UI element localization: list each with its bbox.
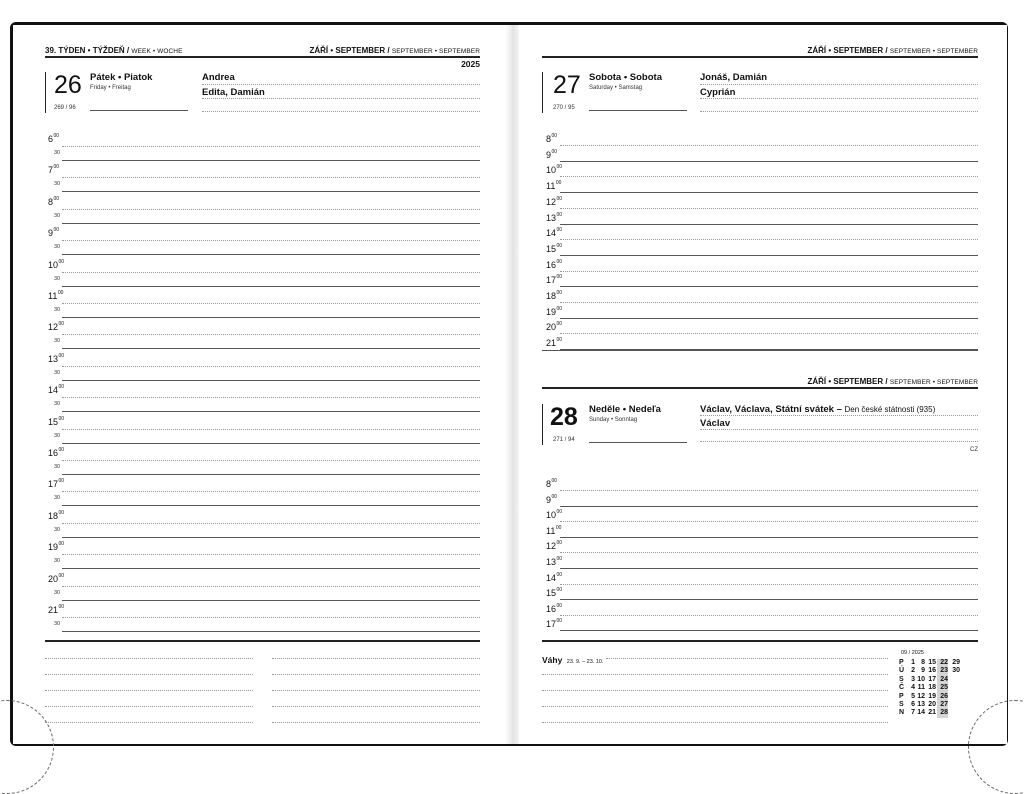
hour-suffix: 00: [58, 352, 65, 359]
calendar-day: [949, 709, 960, 717]
hour-line: [560, 224, 978, 225]
hour-dotted-line: [62, 366, 480, 367]
day2-line-2: [700, 429, 978, 430]
hour-line: [560, 630, 978, 631]
hour-label: $17^{00}$: [546, 274, 563, 286]
hour-solid-line: [62, 348, 480, 349]
note-line: [542, 674, 888, 675]
calendar-weekday: N: [899, 709, 905, 717]
hour-solid-line: [62, 600, 480, 601]
note-line: [542, 706, 888, 707]
hour-suffix: 00: [556, 195, 563, 202]
calendar-day: 11: [917, 684, 925, 692]
hour-label: $19^{00}$: [546, 305, 563, 317]
calendar-day: 1: [911, 659, 915, 666]
hour-solid-line: [62, 254, 480, 255]
hour-dotted-line: [62, 397, 480, 398]
hour-line: [560, 286, 978, 287]
hour-suffix: 00: [58, 384, 65, 391]
hour-suffix: 00: [556, 540, 563, 547]
hour-dotted-line: [62, 554, 480, 555]
mini-calendar-title: 09 / 2025: [901, 650, 924, 656]
calendar-day: 8: [921, 659, 925, 666]
hour-line: [560, 239, 978, 240]
hour-dotted-line: [62, 523, 480, 524]
hour-line: [560, 145, 978, 146]
note-line: [45, 674, 253, 675]
calendar-day: 12: [917, 692, 925, 700]
left-month-header-main: ZÁŘÍ • SEPTEMBER /: [309, 46, 390, 55]
day2-number: 28: [550, 403, 578, 431]
calendar-day: 14: [917, 709, 925, 717]
hour-suffix: 00: [58, 572, 65, 579]
hour-label: $11^{00}$: [546, 180, 562, 192]
hour-label: $14^{00}$: [48, 384, 65, 396]
hour-line: [560, 192, 978, 193]
hour-suffix: 00: [551, 478, 558, 484]
right-header-rule: [542, 56, 978, 58]
hour-label: $13^{00}$: [546, 556, 563, 567]
hour-label: $15^{00}$: [48, 415, 65, 427]
hour-suffix: 00: [58, 604, 65, 610]
half-hour-label: 30: [54, 212, 61, 219]
hour-label: $16^{00}$: [546, 258, 563, 270]
right-month-header-2-sub: SEPTEMBER • SEPTEMBER: [889, 379, 978, 386]
half-hour-label: 30: [54, 369, 61, 376]
calendar-day: 22: [937, 659, 948, 667]
calendar-day: 2: [911, 667, 915, 675]
half-hour-label: 30: [54, 307, 61, 313]
calendar-day: 23: [937, 667, 948, 675]
calendar-day: 27: [937, 701, 948, 709]
note-line: [542, 722, 888, 723]
note-line: [45, 658, 253, 659]
calendar-day: [949, 701, 960, 709]
note-line: [272, 706, 480, 707]
day1-name: Sobota • Sobota: [589, 72, 662, 83]
calendar-day: 5: [911, 692, 915, 700]
note-line: [272, 690, 480, 691]
day2-name-sub: Sunday • Sonntag: [589, 417, 638, 423]
calendar-day: 9: [921, 667, 925, 675]
hour-suffix: 00: [556, 290, 563, 296]
half-hour-label: 30: [54, 526, 61, 533]
hour-label: $15^{00}$: [546, 587, 563, 599]
half-hour-label: 30: [54, 150, 61, 156]
hour-label: $20^{00}$: [48, 572, 65, 584]
page-gutter: [505, 25, 519, 744]
calendar-day: 17: [928, 675, 936, 683]
hour-line: [560, 615, 978, 616]
hour-suffix: 00: [556, 556, 563, 562]
hour-line: [560, 521, 978, 522]
left-page: [13, 25, 510, 744]
hour-dotted-line: [62, 272, 480, 273]
day-underline: [90, 110, 188, 111]
hour-suffix: 00: [58, 447, 65, 453]
hour-suffix: 00: [556, 587, 563, 594]
hour-suffix: 00: [556, 337, 563, 344]
mini-calendar: [899, 659, 969, 721]
hour-solid-line: [62, 223, 480, 224]
day2-line-3: [700, 441, 978, 442]
hour-solid-line: [62, 380, 480, 381]
hour-dotted-line: [62, 617, 480, 618]
calendar-weekday: Ú: [899, 667, 905, 675]
hour-suffix: 00: [58, 478, 65, 485]
zodiac-name: Váhy: [542, 655, 563, 665]
day1-number: 27: [553, 71, 581, 99]
calendar-weekday: Č: [899, 684, 905, 692]
note-line: [272, 658, 480, 659]
half-hour-label: 30: [54, 589, 61, 596]
hour-label: $12^{00}$: [546, 540, 563, 552]
hour-label: $8^{00}$: [546, 478, 558, 489]
hour-label: $8^{00}$: [48, 195, 60, 207]
hour-suffix: 00: [551, 148, 558, 155]
hour-label: $10^{00}$: [546, 164, 563, 176]
calendar-day: 18: [928, 684, 936, 692]
hour-line: [560, 506, 978, 507]
hour-label: $8^{00}$: [546, 133, 558, 144]
hour-suffix: 00: [556, 164, 563, 171]
hour-label: $14^{00}$: [546, 227, 563, 239]
day2-count: 271 / 94: [553, 437, 575, 443]
day1-line-3: [700, 111, 978, 112]
hour-solid-line: [62, 568, 480, 569]
nameday-line-1: [202, 84, 480, 85]
year-label: 2025: [461, 59, 480, 69]
note-line: [45, 706, 253, 707]
half-hour-label: 30: [54, 181, 61, 188]
right-header-2-rule: [542, 387, 978, 389]
hour-suffix: 00: [58, 415, 65, 422]
hour-dotted-line: [62, 586, 480, 587]
hour-suffix: 00: [556, 227, 563, 234]
hour-suffix: 00: [555, 524, 562, 531]
calendar-weekday: S: [899, 701, 904, 708]
hour-solid-line: [62, 631, 480, 632]
calendar-day: [949, 693, 960, 701]
hour-line: [560, 333, 978, 334]
calendar-day: 26: [937, 693, 948, 701]
calendar-day: 4: [911, 684, 915, 692]
hour-label: $16^{00}$: [48, 447, 65, 458]
zodiac-line: [606, 658, 888, 659]
day2-underline: [589, 442, 687, 443]
hour-label: $21^{00}$: [48, 604, 65, 615]
half-hour-label: 30: [54, 558, 61, 565]
hour-label: $9^{00}$: [546, 148, 558, 160]
hour-label: $10^{00}$: [48, 258, 65, 270]
day2-holiday: [700, 404, 935, 415]
hour-suffix: 00: [556, 211, 563, 218]
hour-label: $17^{00}$: [48, 478, 65, 490]
hour-suffix: 00: [53, 227, 60, 234]
week-header: [45, 46, 183, 55]
hour-label: $21^{00}$: [546, 337, 563, 349]
nameday-line-2: [202, 98, 480, 99]
note-line: [45, 722, 253, 723]
right-month-header-2: [807, 377, 978, 386]
day1-line-2: [700, 98, 978, 99]
hour-suffix: 00: [556, 305, 563, 312]
hour-dotted-line: [62, 303, 480, 304]
day1-name-sub: Saturday • Samstag: [589, 85, 643, 91]
zodiac-label: [542, 650, 603, 668]
hour-dotted-line: [62, 146, 480, 147]
nameday-2: Edita, Damián: [202, 87, 265, 98]
hour-suffix: 00: [53, 164, 60, 171]
hour-suffix: 00: [53, 133, 60, 139]
hour-solid-line: [62, 317, 480, 318]
half-hour-label: 30: [54, 621, 61, 627]
hour-line: [560, 208, 978, 209]
calendar-day: 10: [917, 675, 925, 683]
calendar-day: [949, 684, 960, 692]
half-hour-label: 30: [54, 432, 61, 439]
hour-label: $12^{00}$: [546, 195, 563, 207]
calendar-day: 28: [937, 709, 948, 717]
right-month-header: [807, 46, 978, 55]
day-number: 26: [54, 71, 82, 99]
hour-line: [560, 302, 978, 303]
hour-suffix: 00: [58, 541, 65, 548]
hour-solid-line: [62, 411, 480, 412]
hour-solid-line: [62, 474, 480, 475]
hour-suffix: 00: [57, 290, 64, 296]
day2-nameday: Václav: [700, 418, 731, 429]
nameday-1: Andrea: [202, 72, 235, 83]
calendar-weekday: S: [899, 675, 904, 683]
calendar-day: 6: [911, 701, 915, 708]
day1-marker-bar: [542, 72, 543, 113]
hour-suffix: 00: [58, 258, 65, 265]
calendar-day: 29: [952, 659, 960, 666]
hour-suffix: 00: [551, 133, 558, 139]
hour-label: $12^{00}$: [48, 321, 65, 333]
note-line: [45, 690, 253, 691]
calendar-day: 21: [928, 709, 936, 717]
hour-label: $18^{00}$: [546, 290, 563, 301]
note-line: [272, 674, 480, 675]
hour-label: $19^{00}$: [48, 541, 65, 553]
day1-nameday-2: Cyprián: [700, 87, 736, 98]
left-bottom-rule: [45, 640, 480, 642]
left-month-header-sub: SEPTEMBER • SEPTEMBER: [391, 48, 480, 55]
hour-label: $13^{00}$: [48, 352, 65, 364]
week-header-main: 39. TÝDEN • TÝŽDEŇ /: [45, 46, 130, 55]
hour-label: $11^{00}$: [546, 524, 562, 536]
hour-label: $16^{00}$: [546, 602, 563, 614]
calendar-day: 15: [928, 659, 936, 666]
calendar-day: 25: [937, 684, 948, 692]
hour-label: $10^{00}$: [546, 509, 563, 521]
day2-holiday-desc: Den české státnosti (935): [844, 405, 936, 414]
hour-label: $18^{00}$: [48, 509, 65, 521]
half-hour-label: 30: [54, 244, 61, 251]
day-name-sub: Friday • Freitag: [90, 85, 131, 91]
hour-suffix: 00: [53, 195, 60, 202]
right-month-header-main: ZÁŘÍ • SEPTEMBER /: [807, 46, 888, 55]
hour-dotted-line: [62, 334, 480, 335]
hour-label: $14^{00}$: [546, 571, 563, 583]
hour-label: $17^{00}$: [546, 618, 563, 630]
hour-line: [560, 318, 978, 319]
hour-end-line: [542, 350, 978, 351]
day1-count: 270 / 95: [553, 105, 575, 111]
day2-line-1: [700, 415, 978, 416]
calendar-day: 24: [937, 676, 948, 684]
calendar-day: 13: [917, 701, 925, 708]
hour-label: $13^{00}$: [546, 211, 563, 223]
hour-label: $11^{00}$: [48, 290, 64, 301]
hour-solid-line: [62, 537, 480, 538]
note-line: [272, 722, 480, 723]
hour-suffix: 00: [556, 571, 563, 578]
half-hour-label: 30: [54, 401, 61, 408]
hour-dotted-line: [62, 491, 480, 492]
hour-dotted-line: [62, 209, 480, 210]
calendar-day: 3: [911, 675, 915, 683]
calendar-day: 16: [928, 667, 936, 675]
nameday-line-3: [202, 111, 480, 112]
country-code: CZ: [970, 447, 978, 453]
day1-underline: [589, 110, 687, 111]
day1-line-1: [700, 84, 978, 85]
hour-label: $7^{00}$: [48, 164, 60, 176]
calendar-day: 20: [928, 701, 936, 708]
hour-line: [560, 552, 978, 553]
right-month-header-2-main: ZÁŘÍ • SEPTEMBER /: [807, 377, 888, 386]
half-hour-label: 30: [54, 495, 61, 502]
hour-solid-line: [62, 505, 480, 506]
day2-name: Neděle • Nedeľa: [589, 404, 661, 415]
day-marker-bar: [45, 72, 46, 113]
hour-suffix: 00: [556, 321, 563, 328]
calendar-weekday: P: [899, 659, 904, 666]
hour-suffix: 00: [556, 618, 563, 625]
calendar-day: [949, 676, 960, 684]
day-count: 269 / 96: [54, 105, 76, 111]
hour-suffix: 00: [556, 274, 563, 281]
right-bottom-rule: [542, 640, 978, 642]
hour-label: $20^{00}$: [546, 321, 563, 333]
day2-holiday-name: Václav, Václava, Státní svátek –: [700, 404, 842, 415]
hour-dotted-line: [62, 460, 480, 461]
left-header-rule: [45, 56, 480, 58]
week-header-sub: WEEK • WOCHE: [131, 48, 183, 55]
hour-line: [560, 584, 978, 585]
hour-dotted-line: [62, 240, 480, 241]
hour-dotted-line: [62, 429, 480, 430]
hour-solid-line: [62, 160, 480, 161]
hour-suffix: 00: [556, 258, 563, 265]
half-hour-label: 30: [54, 275, 61, 282]
hour-line: [560, 161, 978, 162]
hour-suffix: 00: [556, 242, 563, 249]
hour-suffix: 00: [555, 180, 562, 187]
calendar-day: 30: [952, 667, 960, 675]
hour-line: [560, 255, 978, 256]
hour-label: $9^{00}$: [48, 227, 60, 239]
half-hour-label: 30: [54, 338, 61, 345]
calendar-day: 19: [928, 692, 936, 700]
note-line: [542, 690, 888, 691]
half-hour-label: 30: [54, 464, 61, 470]
calendar-weekday: P: [899, 692, 904, 700]
day1-nameday-1: Jonáš, Damián: [700, 72, 768, 83]
calendar-day: 7: [911, 709, 915, 717]
hour-line: [560, 599, 978, 600]
hour-label: $9^{00}$: [546, 493, 558, 505]
hour-label: $6^{00}$: [48, 133, 60, 144]
hour-label: $15^{00}$: [546, 242, 563, 254]
hour-dotted-line: [62, 177, 480, 178]
hour-suffix: 00: [556, 602, 563, 609]
hour-solid-line: [62, 286, 480, 287]
right-month-header-sub: SEPTEMBER • SEPTEMBER: [889, 48, 978, 55]
hour-solid-line: [62, 191, 480, 192]
hour-suffix: 00: [58, 509, 65, 516]
day-name: Pátek • Piatok: [90, 72, 153, 83]
left-month-header: [309, 46, 480, 55]
zodiac-dates: 23. 9. – 23. 10.: [566, 659, 604, 665]
hour-line: [560, 568, 978, 569]
day2-marker-bar: [542, 404, 543, 445]
hour-line: [560, 176, 978, 177]
hour-suffix: 00: [58, 321, 65, 328]
hour-solid-line: [62, 443, 480, 444]
hour-line: [560, 537, 978, 538]
hour-suffix: 00: [551, 493, 558, 500]
hour-line: [560, 271, 978, 272]
hour-suffix: 00: [556, 509, 563, 516]
hour-line: [560, 490, 978, 491]
